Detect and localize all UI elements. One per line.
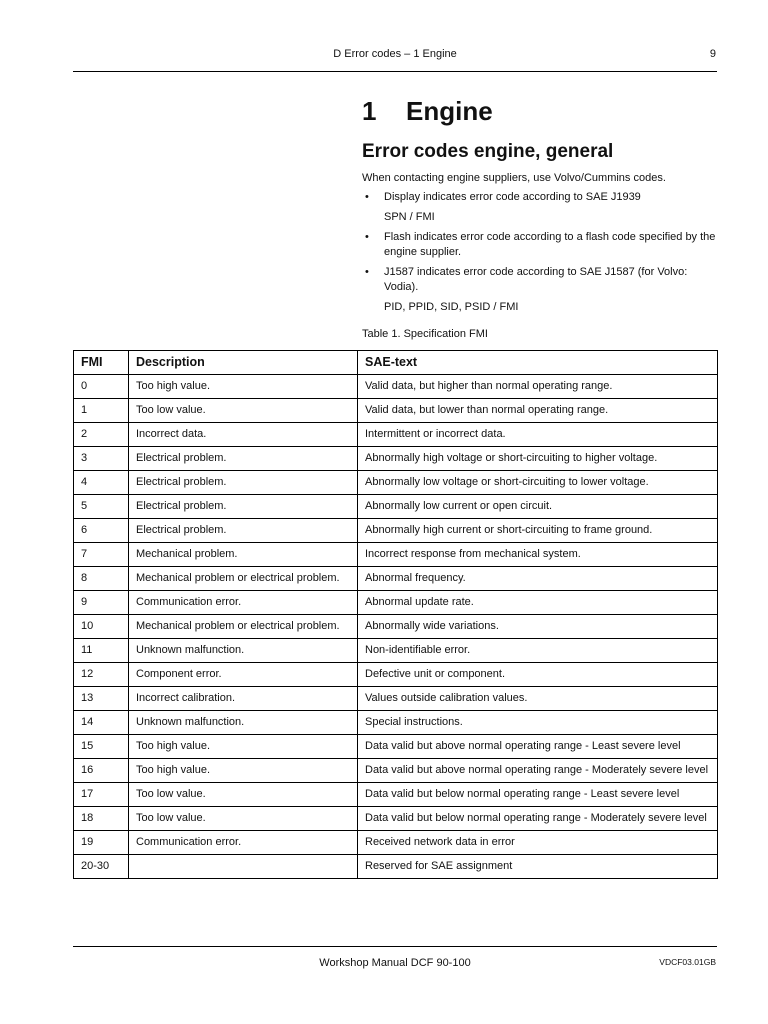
footer-divider bbox=[73, 946, 717, 947]
cell-fmi: 20-30 bbox=[74, 855, 129, 879]
document-code: VDCF03.01GB bbox=[659, 957, 716, 967]
footer-title: Workshop Manual DCF 90-100 bbox=[319, 957, 471, 969]
cell-fmi: 5 bbox=[74, 495, 129, 519]
table-row bbox=[74, 495, 718, 519]
table-row bbox=[74, 759, 718, 783]
table-row bbox=[74, 399, 718, 423]
cell-sae-text: Received network data in error bbox=[358, 831, 718, 855]
cell-sae-text: Abnormal frequency. bbox=[358, 567, 718, 591]
cell-sae-text: Abnormal update rate. bbox=[358, 591, 718, 615]
cell-description: Mechanical problem or electrical problem. bbox=[129, 567, 358, 591]
table-row bbox=[74, 519, 718, 543]
table-row bbox=[74, 543, 718, 567]
list-item bbox=[362, 190, 722, 225]
table-row bbox=[74, 639, 718, 663]
table-row bbox=[74, 471, 718, 495]
cell-fmi: 2 bbox=[74, 423, 129, 447]
table-caption: Table 1. Specification FMI bbox=[362, 328, 488, 340]
column-header-sae-text: SAE-text bbox=[358, 351, 718, 375]
cell-description: Electrical problem. bbox=[129, 447, 358, 471]
table-row bbox=[74, 567, 718, 591]
table-row bbox=[74, 615, 718, 639]
cell-description: Electrical problem. bbox=[129, 519, 358, 543]
table-row bbox=[74, 663, 718, 687]
cell-sae-text: Non-identifiable error. bbox=[358, 639, 718, 663]
cell-sae-text: Data valid but above normal operating range - Least severe level bbox=[358, 735, 718, 759]
cell-sae-text: Abnormally low voltage or short-circuiting to lower voltage. bbox=[358, 471, 718, 495]
table-row bbox=[74, 855, 718, 879]
cell-fmi: 0 bbox=[74, 375, 129, 399]
fmi-table bbox=[73, 350, 718, 879]
cell-fmi: 4 bbox=[74, 471, 129, 495]
bullet-icon: • bbox=[365, 231, 369, 243]
bullet-icon: • bbox=[365, 191, 369, 203]
table-row bbox=[74, 831, 718, 855]
chapter-number: 1 bbox=[362, 96, 377, 126]
bullet-subtext: PID, PPID, SID, PSID / FMI bbox=[384, 301, 519, 313]
chapter-name: Engine bbox=[406, 96, 493, 126]
cell-sae-text: Abnormally high voltage or short-circuiting to higher voltage. bbox=[358, 447, 718, 471]
list-item bbox=[362, 265, 722, 315]
bullet-subtext: SPN / FMI bbox=[384, 211, 435, 223]
cell-fmi: 3 bbox=[74, 447, 129, 471]
cell-sae-text: Data valid but below normal operating range - Least severe level bbox=[358, 783, 718, 807]
cell-description: Incorrect calibration. bbox=[129, 687, 358, 711]
cell-description: Unknown malfunction. bbox=[129, 711, 358, 735]
cell-description: Communication error. bbox=[129, 831, 358, 855]
cell-description: Component error. bbox=[129, 663, 358, 687]
cell-fmi: 6 bbox=[74, 519, 129, 543]
cell-description: Too low value. bbox=[129, 807, 358, 831]
chapter-title bbox=[362, 96, 493, 127]
cell-fmi: 1 bbox=[74, 399, 129, 423]
cell-sae-text: Intermittent or incorrect data. bbox=[358, 423, 718, 447]
cell-description: Too high value. bbox=[129, 375, 358, 399]
cell-fmi: 19 bbox=[74, 831, 129, 855]
cell-fmi: 14 bbox=[74, 711, 129, 735]
cell-fmi: 10 bbox=[74, 615, 129, 639]
table-row bbox=[74, 687, 718, 711]
cell-fmi: 12 bbox=[74, 663, 129, 687]
table-row bbox=[74, 375, 718, 399]
table-body bbox=[74, 375, 718, 879]
cell-sae-text: Values outside calibration values. bbox=[358, 687, 718, 711]
cell-description: Mechanical problem or electrical problem. bbox=[129, 615, 358, 639]
cell-fmi: 17 bbox=[74, 783, 129, 807]
cell-fmi: 9 bbox=[74, 591, 129, 615]
cell-sae-text: Abnormally low current or open circuit. bbox=[358, 495, 718, 519]
cell-fmi: 7 bbox=[74, 543, 129, 567]
cell-sae-text: Data valid but above normal operating range - Moderately severe level bbox=[358, 759, 718, 783]
cell-fmi: 8 bbox=[74, 567, 129, 591]
table-row bbox=[74, 735, 718, 759]
header-title: D Error codes – 1 Engine bbox=[333, 48, 457, 60]
bullet-list bbox=[362, 190, 722, 320]
cell-sae-text: Defective unit or component. bbox=[358, 663, 718, 687]
header-divider bbox=[73, 71, 717, 72]
cell-fmi: 16 bbox=[74, 759, 129, 783]
bullet-text: J1587 indicates error code according to SAE J1587 (for Volvo: Vodia). bbox=[384, 266, 688, 293]
cell-description: Too low value. bbox=[129, 399, 358, 423]
table-row bbox=[74, 711, 718, 735]
cell-description bbox=[129, 855, 358, 879]
cell-fmi: 15 bbox=[74, 735, 129, 759]
intro-paragraph: When contacting engine suppliers, use Volvo/Cummins codes. bbox=[362, 172, 666, 184]
table-row bbox=[74, 807, 718, 831]
bullet-icon: • bbox=[365, 266, 369, 278]
cell-description: Too high value. bbox=[129, 759, 358, 783]
column-header-fmi: FMI bbox=[74, 351, 129, 375]
cell-description: Communication error. bbox=[129, 591, 358, 615]
cell-description: Incorrect data. bbox=[129, 423, 358, 447]
cell-sae-text: Valid data, but higher than normal operating range. bbox=[358, 375, 718, 399]
section-heading: Error codes engine, general bbox=[362, 141, 614, 162]
cell-fmi: 13 bbox=[74, 687, 129, 711]
cell-description: Electrical problem. bbox=[129, 471, 358, 495]
bullet-text: Flash indicates error code according to a flash code specified by the engine supplier. bbox=[384, 231, 716, 258]
cell-description: Mechanical problem. bbox=[129, 543, 358, 567]
cell-fmi: 18 bbox=[74, 807, 129, 831]
cell-sae-text: Reserved for SAE assignment bbox=[358, 855, 718, 879]
table-row bbox=[74, 423, 718, 447]
cell-sae-text: Incorrect response from mechanical system. bbox=[358, 543, 718, 567]
column-header-description: Description bbox=[129, 351, 358, 375]
cell-description: Too high value. bbox=[129, 735, 358, 759]
cell-fmi: 11 bbox=[74, 639, 129, 663]
cell-sae-text: Data valid but below normal operating range - Moderately severe level bbox=[358, 807, 718, 831]
cell-description: Unknown malfunction. bbox=[129, 639, 358, 663]
bullet-text: Display indicates error code according to SAE J1939 bbox=[384, 191, 641, 203]
cell-sae-text: Abnormally high current or short-circuiting to frame ground. bbox=[358, 519, 718, 543]
cell-sae-text: Special instructions. bbox=[358, 711, 718, 735]
table-header-row bbox=[74, 351, 718, 375]
cell-description: Electrical problem. bbox=[129, 495, 358, 519]
cell-sae-text: Valid data, but lower than normal operating range. bbox=[358, 399, 718, 423]
table-row bbox=[74, 783, 718, 807]
cell-description: Too low value. bbox=[129, 783, 358, 807]
list-item bbox=[362, 230, 722, 260]
cell-sae-text: Abnormally wide variations. bbox=[358, 615, 718, 639]
page-number: 9 bbox=[709, 48, 716, 60]
table-row bbox=[74, 447, 718, 471]
table-row bbox=[74, 591, 718, 615]
